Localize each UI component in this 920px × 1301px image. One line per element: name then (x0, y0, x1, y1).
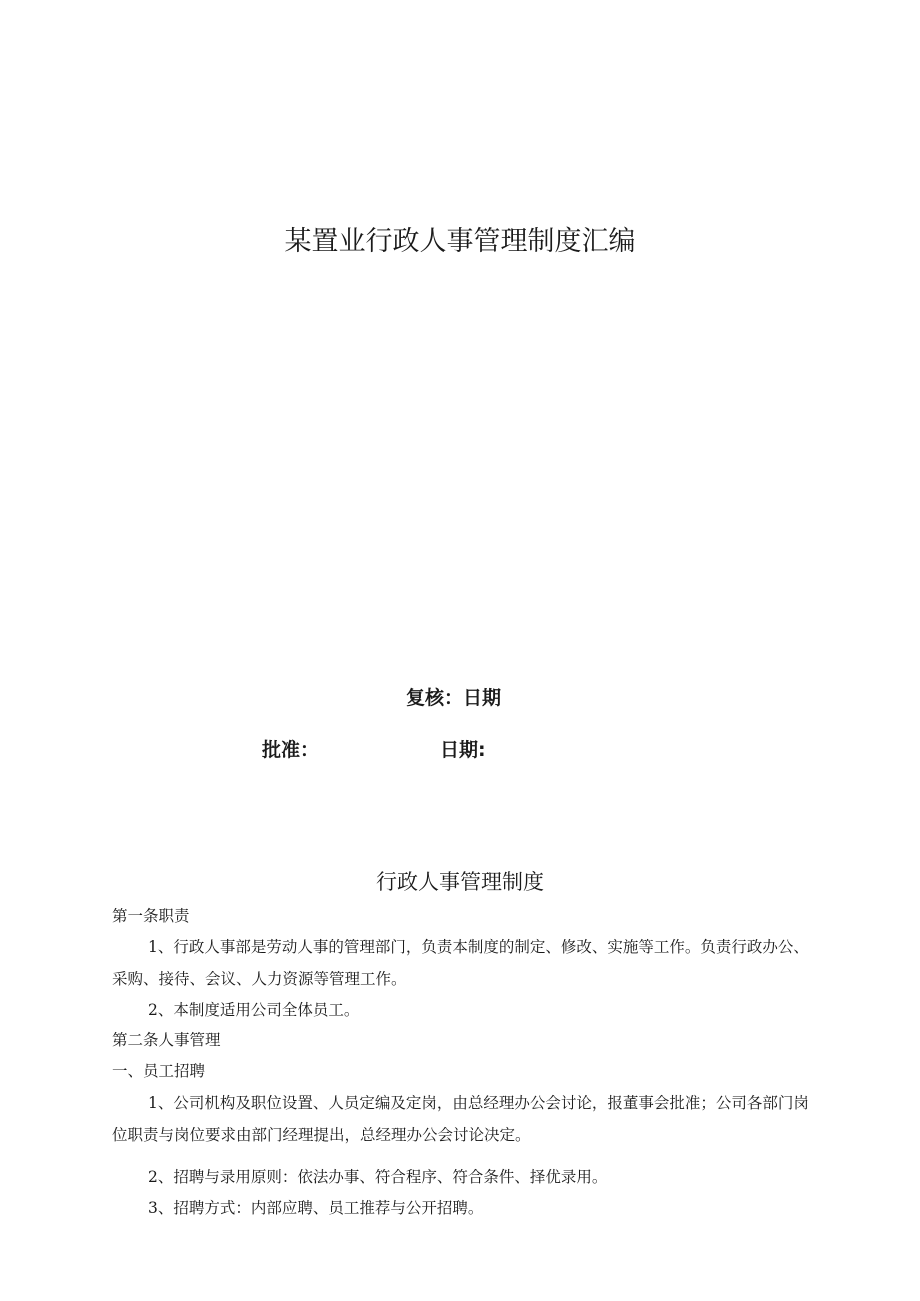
sub1-heading: 一、员工招聘 (112, 1062, 206, 1080)
cover-title: 某置业行政人事管理制度汇编 (284, 226, 636, 257)
article1-item2: 2、本制度适用公司全体员工。 (148, 1001, 360, 1019)
approve-date-label: 日期: (440, 739, 486, 761)
article1-item1: 1、行政人事部是劳动人事的管理部门，负责本制度的制定、修改、实施等工作。负责行政办公、采购、接待、会议、人力资源等管理工作。 (112, 938, 809, 988)
section-title: 行政人事管理制度 (376, 870, 544, 894)
review-date-line: 复核：日期 (406, 687, 502, 709)
article2-heading: 第二条人事管理 (112, 1031, 221, 1049)
sub1-item1: 1、公司机构及职位设置、人员定编及定岗，由总经理办公会讨论，报董事会批准；公司各部门岗位职责与岗位要求由部门经理提出，总经理办公会讨论决定。 (112, 1094, 809, 1144)
approve-label: 批准： (262, 739, 320, 761)
article1-heading: 第一条职责 (112, 907, 190, 925)
sub1-item2: 2、招聘与录用原则：依法办事、符合程序、符合条件、择优录用。 (148, 1168, 608, 1186)
sub1-item3: 3、招聘方式：内部应聘、员工推荐与公开招聘。 (148, 1199, 484, 1217)
